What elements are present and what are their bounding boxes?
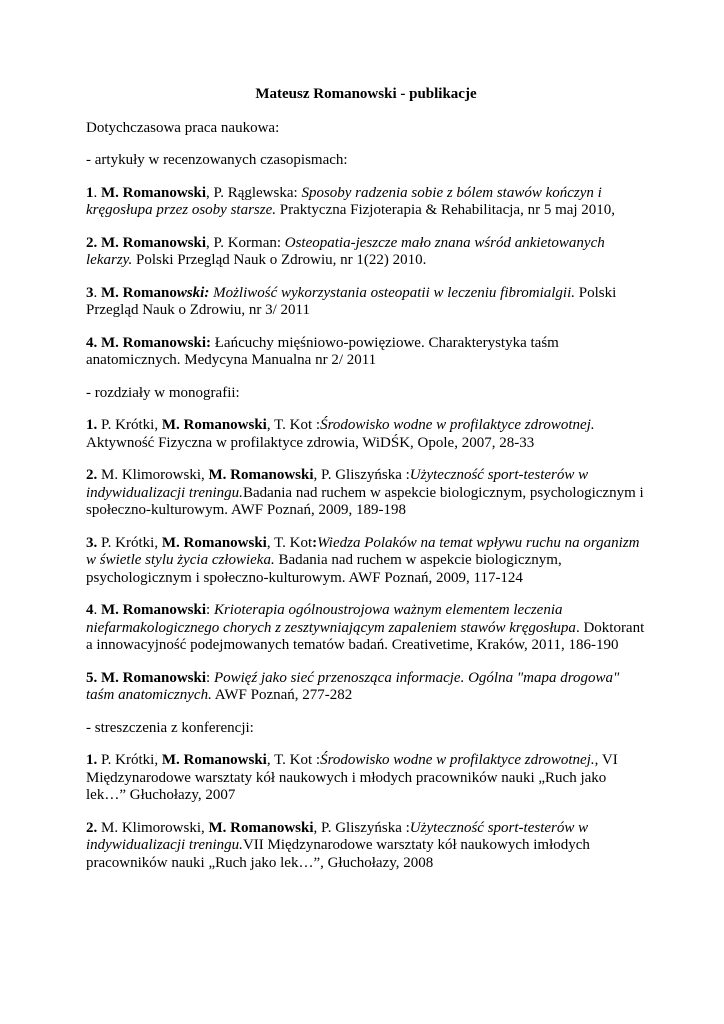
- entry-text-segment: 3.: [86, 534, 98, 551]
- entry-text-segment: M. Romanowski: [101, 184, 207, 201]
- publication-entry: [86, 820, 646, 873]
- section-heading: - rozdziały w monografii:: [86, 384, 240, 401]
- entry-text-segment: 2.: [86, 467, 98, 483]
- entry-text-segment: 1.: [86, 752, 98, 768]
- publication-entry: [86, 235, 646, 270]
- publication-entry: [86, 752, 646, 805]
- entry-text-segment: M. Romano: [101, 284, 177, 301]
- entry-text-segment: , P. Korman:: [206, 234, 285, 251]
- entry-text-segment: 5. M. Romanowski: [86, 669, 207, 686]
- section-heading: - artykuły w recenzowanych czasopismach:: [86, 152, 348, 168]
- publication-entry: [86, 535, 646, 588]
- entry-text-segment: .: [93, 184, 101, 201]
- publication-entry: [86, 417, 646, 452]
- entry-text-segment: , P. Rąglewska:: [206, 184, 302, 201]
- entry-text-segment: 1.: [86, 417, 98, 433]
- intro-line: Dotychczasowa praca naukowa:: [86, 119, 280, 136]
- entry-text-segment: , P. Gliszyńska :: [313, 467, 410, 483]
- publication-entry: [86, 670, 646, 705]
- entry-text-segment: Sposoby radzenia sobie z bólem stawów kończyn i kręgosłupa przez osoby starsze.: [86, 184, 602, 218]
- entry-text-segment: AWF Poznań, 277-282: [211, 687, 353, 703]
- entry-text-segment: Łańcuchy mięśniowo-powięziowe. Charakterystyka taśm anatomicznych. Medycyna Manualna nr 2/ 2011: [86, 334, 559, 368]
- entry-text-segment: M. Klimorowski,: [97, 467, 209, 483]
- entry-text-segment: M. Romanowski: [161, 534, 267, 551]
- entry-text-segment: Użyteczność sport-testerów w indywidualizacji treningu.: [86, 819, 589, 853]
- entry-text-segment: M. Romanowski: [101, 602, 207, 618]
- entry-text-segment: Możliwość wykorzystania osteopatii w leczeniu fibromialgii.: [209, 284, 576, 301]
- publication-sections: [86, 152, 646, 872]
- entry-text-segment: . Doktorant a innowacyjność podejmowanych tematów badań. Creativetime, Kraków, 2011, 186-190: [86, 619, 645, 653]
- entry-text-segment: M. Romanowski: [161, 417, 267, 433]
- entry-text-segment: M. Romanowski: [208, 467, 314, 483]
- publication-entry: [86, 185, 646, 220]
- publication-entry: [86, 285, 646, 320]
- publication-entry: [86, 602, 646, 655]
- entry-text-segment: P. Krótki,: [97, 534, 162, 551]
- publication-entry: [86, 335, 646, 370]
- entry-text-segment: Aktywność Fizyczna w profilaktyce zdrowia, WiDŚK, Opole, 2007, 28-33: [86, 434, 535, 451]
- entry-text-segment: :: [312, 534, 318, 551]
- entry-text-segment: Badania nad ruchem w aspekcie biologicznym, psychologicznym i społeczno-kulturowym. AWF Poznań, 2009, 117-124: [86, 552, 562, 586]
- entry-text-segment: Krioterapia ogólnoustrojowa ważnym elementem leczenia niefarmakologicznego chorych z zesztywniającym zapaleniem stawów kręgosłupa: [86, 602, 576, 636]
- entry-text-segment: Polski Przegląd Nauk o Zdrowiu, nr 1(22) 2010.: [132, 252, 427, 268]
- entry-text-segment: Praktyczna Fizjoterapia & Rehabilitacja, nr 5 maj 2010,: [276, 202, 616, 218]
- publication-entry: [86, 467, 646, 520]
- page-title: Mateusz Romanowski - publikacje: [255, 86, 477, 102]
- entry-text-segment: , P. Gliszyńska :: [313, 819, 410, 836]
- entry-text-segment: .: [93, 602, 101, 618]
- entry-text-segment: Środowisko wodne w profilaktyce zdrowotnej.: [320, 417, 595, 433]
- entry-text-segment: , T. Kot :: [266, 417, 321, 433]
- entry-text-segment: 3: [86, 284, 94, 301]
- entry-text-segment: 1: [86, 184, 94, 201]
- entry-text-segment: , T. Kot: [266, 534, 313, 551]
- entry-text-segment: Środowisko wodne w profilaktyce zdrowotnej.: [320, 752, 595, 768]
- entry-text-segment: , T. Kot :: [266, 752, 321, 768]
- entry-text-segment: wski:: [176, 284, 210, 301]
- entry-text-segment: VII Międzynarodowe warsztaty kół naukowych imłodych pracowników nauki „Ruch jako lek…”, Głuchołazy, 2008: [86, 837, 590, 871]
- entry-text-segment: Wiedza Polaków na temat wpływu ruchu na organizm w świetle stylu życia człowieka.: [86, 534, 640, 568]
- entry-text-segment: 4: [86, 602, 94, 618]
- entry-text-segment: 4. M. Romanowski:: [86, 334, 212, 351]
- entry-text-segment: M. Romanowski: [208, 819, 314, 836]
- entry-text-segment: M. Klimorowski,: [97, 819, 209, 836]
- entry-text-segment: 2.: [86, 819, 98, 836]
- entry-text-segment: 2. M. Romanowski: [86, 234, 207, 251]
- entry-text-segment: .: [93, 284, 101, 301]
- entry-text-segment: Powięź jako sieć przenosząca informacje. Ogólna "mapa drogowa" taśm anatomicznych.: [86, 669, 620, 703]
- section-heading: - streszczenia z konferencji:: [86, 719, 254, 736]
- entry-text-segment: M. Romanowski: [161, 752, 267, 768]
- entry-text-segment: P. Krótki,: [97, 417, 162, 433]
- entry-text-segment: Użyteczność sport-testerów w indywidualizacji treningu.: [86, 467, 589, 501]
- entry-text-segment: P. Krótki,: [97, 752, 162, 768]
- entry-text-segment: Badania nad ruchem w aspekcie biologicznym, psychologicznym i społeczno-kulturowym. AWF Poznań, 2009, 189-198: [86, 484, 644, 518]
- entry-text-segment: , VI Międzynarodowe warsztaty kół naukowych i młodych pracowników nauki „Ruch jako lek…” Głuchołazy, 2007: [86, 752, 618, 803]
- entry-text-segment: :: [206, 669, 214, 686]
- document-page: [86, 86, 646, 887]
- entry-text-segment: :: [206, 602, 214, 618]
- entry-text-segment: Osteopatia-jeszcze mało znana wśród ankietowanych lekarzy.: [86, 234, 605, 268]
- entry-text-segment: Polski Przegląd Nauk o Zdrowiu, nr 3/ 2011: [86, 284, 617, 318]
